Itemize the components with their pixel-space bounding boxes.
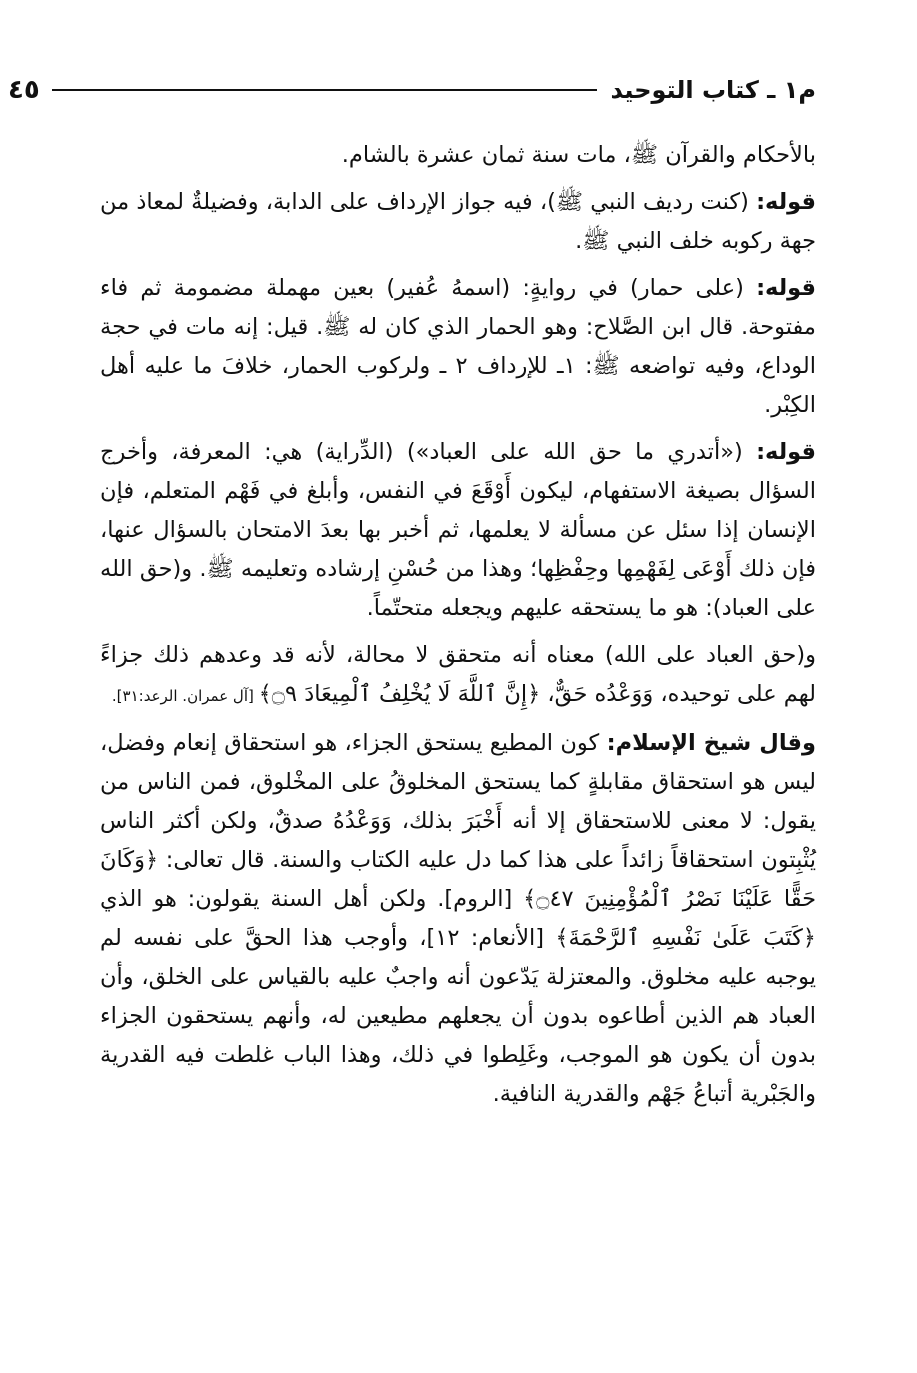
- paragraph-lead: قوله:: [756, 275, 816, 301]
- header-rule: [52, 89, 597, 91]
- paragraph-4: [100, 433, 816, 628]
- paragraph-6: [100, 724, 816, 1114]
- paragraph-lead: وقال شيخ الإسلام:: [606, 730, 816, 756]
- paragraph-lead: قوله:: [756, 189, 816, 215]
- paragraph-text: («أتدري ما حق الله على العباد») (الدِّراية) هي: المعرفة، وأخرج السؤال بصيغة الاستفهام، ليكون أَوْقَعَ في النفس، وأبلغ في فَهْم المتعلم، فإن الإنسان إذا سئل عن مسألة لا يعلمها، ثم أخبر بها بعدَ الامتحان بالسؤال عنها، فإن ذلك أَوْعَى لِفَهْمِها وحِفْظِها؛ وهذا من حُسْنِ إرشاده وتعليمه ﷺ. و(حق الله على العباد): هو ما يستحقه عليهم ويجعله متحتّماً.: [100, 439, 816, 621]
- paragraph-lead: قوله:: [756, 439, 816, 465]
- paragraph-text: و(حق العباد على الله) معناه أنه متحقق لا محالة، لأنه قد وعدهم ذلك جزاءً لهم على توحيده، وَوَعْدُه حَقٌّ، ﴿إِنَّ ٱللَّهَ لَا يُخْلِفُ ٱلْمِيعَادَ ۝٩﴾: [100, 642, 816, 707]
- quran-reference: [آل عمران. الرعد:٣١].: [111, 687, 259, 705]
- paragraph-text: كون المطيع يستحق الجزاء، هو استحقاق إنعام وفضل، ليس هو استحقاق مقابلةٍ كما يستحق المخلوقُ على المخْلوق، فمن الناس من يقول: لا معنى للاستحقاق إلا أنه أَخْبَرَ بذلك، وَوَعْدُهُ صدقٌ، ولكن أكثر الناس يُثْبِتون استحقاقاً زائداً على هذا كما دل عليه الكتاب والسنة. قال تعالى: ﴿وَكَانَ حَقًّا عَلَيْنَا نَصْرُ ٱلْمُؤْمِنِينَ ۝٤٧﴾ [الروم]. ولكن أهل السنة يقولون: هو الذي ﴿كَتَبَ عَلَىٰ نَفْسِهِ ٱلرَّحْمَةَ﴾ [الأنعام: ١٢]، وأوجب هذا الحقَّ على نفسه لم يوجبه عليه مخلوق. والمعتزلة يَدّعون أنه واجبٌ عليه بالقياس على الخلق، وأن العباد هم الذين أطاعوه بدون أن يجعلهم مطيعين له، وأنهم يستحقون الجزاء بدون أن يكون هو الموجب، وغَلِطوا في ذلك، وهذا الباب غلطت فيه القدرية والجَبْرية أتباعُ جَهْم والقدرية النافية.: [100, 730, 816, 1107]
- paragraph-5: [100, 636, 816, 716]
- page-header: [8, 70, 816, 110]
- page-body: [100, 136, 816, 1122]
- paragraph-3: [100, 269, 816, 425]
- page-number: ٤٥: [8, 75, 40, 105]
- chapter-title: م١ ـ كتاب التوحيد: [610, 76, 816, 104]
- paragraph-text: (كنت رديف النبي ﷺ)، فيه جواز الإرداف على الدابة، وفضيلةٌ لمعاذ من جهة ركوبه خلف النبي ﷺ.: [100, 189, 816, 254]
- paragraph-text: بالأحكام والقرآن ﷺ، مات سنة ثمان عشرة بالشام.: [341, 142, 816, 168]
- paragraph-1: [100, 136, 816, 175]
- paragraph-2: [100, 183, 816, 261]
- paragraph-text: (على حمار) في روايةٍ: (اسمهُ عُفير) بعين مهملة مضمومة ثم فاء مفتوحة. قال ابن الصَّلاح: وهو الحمار الذي كان له ﷺ. قيل: إنه مات في حجة الوداع، وفيه تواضعه ﷺ: ١ـ للإرداف ٢ ـ ولركوب الحمار، خلافَ ما عليه أهل الكِبْر.: [100, 275, 816, 418]
